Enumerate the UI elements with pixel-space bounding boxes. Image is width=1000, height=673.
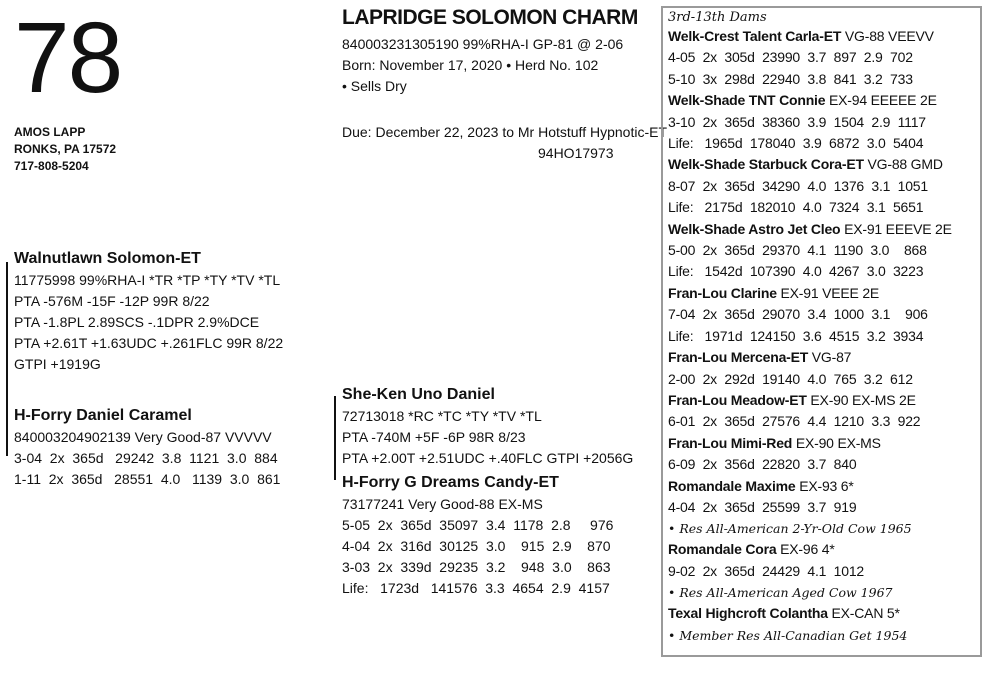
dam-entry-name: Texal Highcroft Colantha bbox=[668, 605, 828, 622]
maternal-grandsire-block bbox=[342, 384, 633, 469]
dam-entry-heading bbox=[668, 154, 952, 175]
dams-heading: 3rd-13th Dams bbox=[668, 10, 767, 25]
consignor-block bbox=[14, 124, 116, 175]
sire-line: PTA -576M -15F -12P 99R 8/22 bbox=[14, 293, 210, 309]
sire-name: Walnutlawn Solomon-ET bbox=[14, 250, 201, 267]
dam-entry-name: Welk-Crest Talent Carla-ET bbox=[668, 28, 842, 44]
dam-entry-record: 7-04 2x 365d 29070 3.4 1000 3.1 906 bbox=[668, 306, 928, 323]
dam-entry-name: Romandale Cora bbox=[668, 541, 777, 558]
dam-line: 840003204902139 Very Good-87 VVVVV bbox=[14, 429, 272, 445]
dam-entry-classification: EX-90 EX-MS 2E bbox=[806, 391, 916, 408]
dam-entry-classification: EX-91 VEEE 2E bbox=[776, 284, 880, 301]
sire-line: 11775998 99%RHA-I *TR *TP *TY *TV *TL bbox=[14, 272, 281, 288]
dam-record-line: 1-11 2x 365d 28551 4.0 1139 3.0 861 bbox=[14, 471, 281, 487]
sire-line: PTA +2.61T +1.63UDC +.261FLC 99R 8/22 bbox=[14, 335, 284, 351]
dam-entry-heading bbox=[668, 26, 952, 47]
animal-id-line: 840003231305190 99%RHA-I GP-81 @ 2-06 bbox=[342, 36, 624, 52]
due-sire-code: 94HO17973 bbox=[538, 145, 614, 161]
dam-entry-record: 4-05 2x 305d 23990 3.7 897 2.9 702 bbox=[668, 49, 913, 66]
dam-entry-heading bbox=[668, 603, 952, 624]
dam-entry-record: 4-04 2x 365d 25599 3.7 919 bbox=[668, 498, 857, 515]
dam-entry-record: 3-10 2x 365d 38360 3.9 1504 2.9 1117 bbox=[668, 113, 926, 130]
dam-entry-name: Fran-Lou Meadow-ET bbox=[668, 391, 807, 408]
dam-entry-heading bbox=[668, 219, 952, 240]
mgs-line: PTA -740M +5F -6P 98R 8/23 bbox=[342, 429, 526, 445]
dam-name: H-Forry Daniel Caramel bbox=[14, 407, 192, 424]
dam-entry-classification: EX-96 4* bbox=[776, 541, 835, 558]
dam-entry-record: Life: 1971d 124150 3.6 4515 3.2 3934 bbox=[668, 327, 924, 344]
sire-line: PTA -1.8PL 2.89SCS -.1DPR 2.9%DCE bbox=[14, 314, 260, 330]
dam-entry-record: 6-01 2x 365d 27576 4.4 1210 3.3 922 bbox=[668, 413, 921, 430]
dams-panel bbox=[661, 6, 982, 657]
dam-entry-heading bbox=[668, 476, 952, 497]
mgd-line: 73177241 Very Good-88 EX-MS bbox=[342, 496, 543, 512]
lot-number: 78 bbox=[14, 2, 122, 114]
dam-entry-note: • Member Res All-Canadian Get 1954 bbox=[668, 627, 908, 643]
mgd-record-line: 3-03 2x 339d 29235 3.2 948 3.0 863 bbox=[342, 559, 611, 575]
pedigree-bracket-sire bbox=[6, 262, 8, 456]
animal-name: LAPRIDGE SOLOMON CHARM bbox=[342, 6, 638, 29]
dam-entry-classification: EX-CAN 5* bbox=[827, 605, 900, 622]
animal-born-line: Born: November 17, 2020 • Herd No. 102 bbox=[342, 57, 599, 73]
dam-record-line: 3-04 2x 365d 29242 3.8 1121 3.0 884 bbox=[14, 450, 278, 466]
dam-entry-name: Fran-Lou Mimi-Red bbox=[668, 434, 793, 451]
dam-entry-heading bbox=[668, 539, 952, 560]
dam-entry-heading bbox=[668, 390, 952, 411]
dam-entry-record: 2-00 2x 292d 19140 4.0 765 3.2 612 bbox=[668, 370, 913, 387]
dam-entry-record: 8-07 2x 365d 34290 4.0 1376 3.1 1051 bbox=[668, 177, 928, 194]
maternal-granddam-name: H-Forry G Dreams Candy-ET bbox=[342, 474, 559, 491]
dam-entry-note: • Res All-American Aged Cow 1967 bbox=[668, 585, 893, 601]
dam-entry-record: 5-10 3x 298d 22940 3.8 841 3.2 733 bbox=[668, 70, 913, 87]
mgs-line: PTA +2.00T +2.51UDC +.40FLC GTPI +2056G bbox=[342, 450, 634, 466]
dam-entry-record: 9-02 2x 365d 24429 4.1 1012 bbox=[668, 562, 864, 579]
dam-entry-classification: EX-90 EX-MS bbox=[792, 434, 881, 451]
pedigree-bracket-dam bbox=[334, 396, 336, 480]
dam-entry-heading bbox=[668, 90, 952, 111]
dam-entry-heading bbox=[668, 283, 952, 304]
dam-entry-classification: VG-88 GMD bbox=[863, 156, 943, 173]
dam-entry-name: Welk-Shade Starbuck Cora-ET bbox=[668, 156, 864, 173]
mgs-line: 72713018 *RC *TC *TY *TV *TL bbox=[342, 408, 542, 424]
dam-entry-classification: VG-87 bbox=[808, 349, 852, 366]
due-line: Due: December 22, 2023 to Mr Hotstuff Hypnotic-ET bbox=[342, 124, 667, 140]
mgd-record-line: Life: 1723d 141576 3.3 4654 2.9 4157 bbox=[342, 580, 610, 596]
dam-entry-name: Romandale Maxime bbox=[668, 477, 796, 494]
animal-status: • Sells Dry bbox=[342, 78, 407, 94]
animal-details bbox=[342, 34, 623, 97]
due-block bbox=[342, 122, 667, 164]
dams-list bbox=[668, 10, 952, 646]
dam-entry-record: 6-09 2x 356d 22820 3.7 840 bbox=[668, 456, 857, 473]
dam-entry-classification: VG-88 VEEVV bbox=[841, 28, 934, 44]
dam-block bbox=[14, 405, 280, 490]
sire-block bbox=[14, 248, 283, 375]
dam-entry-name: Fran-Lou Mercena-ET bbox=[668, 349, 809, 366]
dam-entry-record: Life: 2175d 182010 4.0 7324 3.1 5651 bbox=[668, 199, 924, 216]
dam-entry-classification: EX-93 6* bbox=[795, 477, 854, 494]
dam-entry-name: Welk-Shade Astro Jet Cleo bbox=[668, 220, 841, 237]
dam-entry-heading bbox=[668, 347, 952, 368]
maternal-grandsire-name: She-Ken Uno Daniel bbox=[342, 386, 495, 403]
dam-entry-heading bbox=[668, 433, 952, 454]
consignor-phone: 717-808-5204 bbox=[14, 159, 89, 173]
consignor-name: AMOS LAPP bbox=[14, 125, 86, 139]
dam-entry-name: Welk-Shade TNT Connie bbox=[668, 92, 826, 109]
dam-entry-note: • Res All-American 2-Yr-Old Cow 1965 bbox=[668, 521, 912, 537]
dam-entry-classification: EX-91 EEEVE 2E bbox=[840, 220, 952, 237]
maternal-granddam-block bbox=[342, 472, 613, 599]
dam-entry-record: Life: 1965d 178040 3.9 6872 3.0 5404 bbox=[668, 135, 924, 152]
dam-entry-name: Fran-Lou Clarine bbox=[668, 284, 777, 301]
mgd-record-line: 4-04 2x 316d 30125 3.0 915 2.9 870 bbox=[342, 538, 611, 554]
consignor-city: RONKS, PA 17572 bbox=[14, 142, 117, 156]
dam-entry-record: 5-00 2x 365d 29370 4.1 1190 3.0 868 bbox=[668, 242, 927, 259]
dam-entry-record: Life: 1542d 107390 4.0 4267 3.0 3223 bbox=[668, 263, 924, 280]
dam-entry-classification: EX-94 EEEEE 2E bbox=[825, 92, 937, 109]
sire-line: GTPI +1919G bbox=[14, 356, 101, 372]
mgd-record-line: 5-05 2x 365d 35097 3.4 1178 2.8 976 bbox=[342, 517, 614, 533]
